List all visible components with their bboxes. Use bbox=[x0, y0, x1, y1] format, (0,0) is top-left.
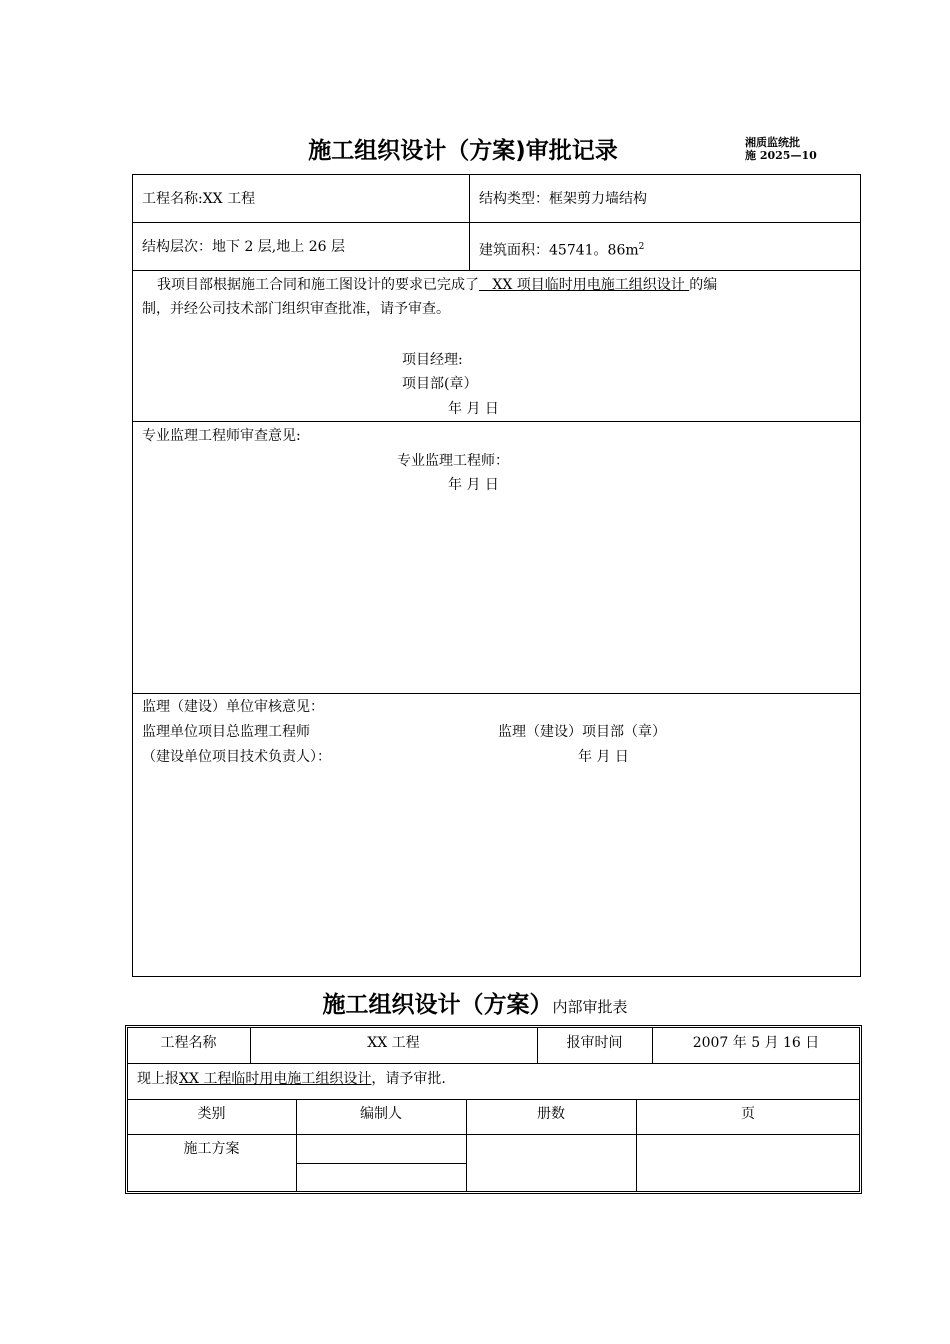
structure-floors: 结构层次：地下 2 层,地上 26 层 bbox=[142, 239, 345, 255]
col-volumes-header: 册数 bbox=[537, 1106, 565, 1122]
submit-date-label: 报审时间 bbox=[566, 1035, 623, 1051]
project-name: 工程名称:XX 工程 bbox=[142, 191, 256, 207]
date-field: 年 月 日 bbox=[448, 401, 499, 417]
dept-seal-label: 监理（建设）项目部（章） bbox=[498, 724, 666, 740]
col-pages-header: 页 bbox=[741, 1106, 755, 1122]
project-name-value: XX 工程 bbox=[367, 1035, 420, 1051]
form-code-line2: 施 2025—10 bbox=[745, 149, 817, 162]
report-text: 现上报XX 工程临时用电施工组织设计，请予审批. bbox=[137, 1071, 446, 1087]
divider bbox=[127, 1099, 860, 1100]
submission-text-line2: 制，并经公司技术部门组织审查批准，请予审查。 bbox=[142, 301, 450, 317]
engineer-opinion-label: 专业监理工程师审查意见: bbox=[142, 428, 301, 444]
divider bbox=[127, 1134, 860, 1135]
form-code bbox=[745, 136, 817, 162]
submission-text-line1: 我项目部根据施工合同和施工图设计的要求已完成了 XX 项目临时用电施工组织设计 的编 bbox=[157, 277, 718, 293]
divider bbox=[132, 421, 861, 422]
project-manager-label: 项目经理: bbox=[402, 352, 463, 368]
building-area: 建筑面积：45741。$86m^2$ bbox=[479, 242, 645, 259]
approval-record-table bbox=[132, 174, 861, 977]
col-author-header: 编制人 bbox=[360, 1106, 402, 1122]
divider bbox=[132, 270, 861, 271]
form-code-line1: 湘质监统批 bbox=[745, 136, 800, 149]
internal-approval-title: 施工组织设计（方案）内部审批表 bbox=[322, 992, 628, 1018]
chief-engineer-label: 监理单位项目总监理工程师 bbox=[142, 724, 310, 740]
project-name-label: 工程名称 bbox=[160, 1035, 217, 1051]
col-type-header: 类别 bbox=[197, 1106, 226, 1122]
page-title: 施工组织设计（方案)审批记录 bbox=[308, 138, 618, 164]
owner-tech-label: （建设单位项目技术负责人）： bbox=[142, 749, 331, 765]
unit-opinion-label: 监理（建设）单位审核意见： bbox=[142, 699, 324, 715]
date-field: 年 月 日 bbox=[578, 749, 629, 765]
structure-type: 结构类型：框架剪力墙结构 bbox=[479, 191, 647, 207]
divider bbox=[127, 1063, 860, 1064]
date-field: 年 月 日 bbox=[448, 477, 499, 493]
divider bbox=[469, 174, 470, 271]
divider bbox=[296, 1163, 466, 1164]
engineer-label: 专业监理工程师： bbox=[397, 453, 509, 469]
submit-date-value: 2007 年 5 月 16 日 bbox=[692, 1035, 820, 1051]
divider bbox=[132, 693, 861, 694]
row-type-cell: 施工方案 bbox=[183, 1141, 240, 1157]
divider bbox=[132, 222, 861, 223]
project-dept-seal-label: 项目部(章） bbox=[402, 376, 478, 392]
